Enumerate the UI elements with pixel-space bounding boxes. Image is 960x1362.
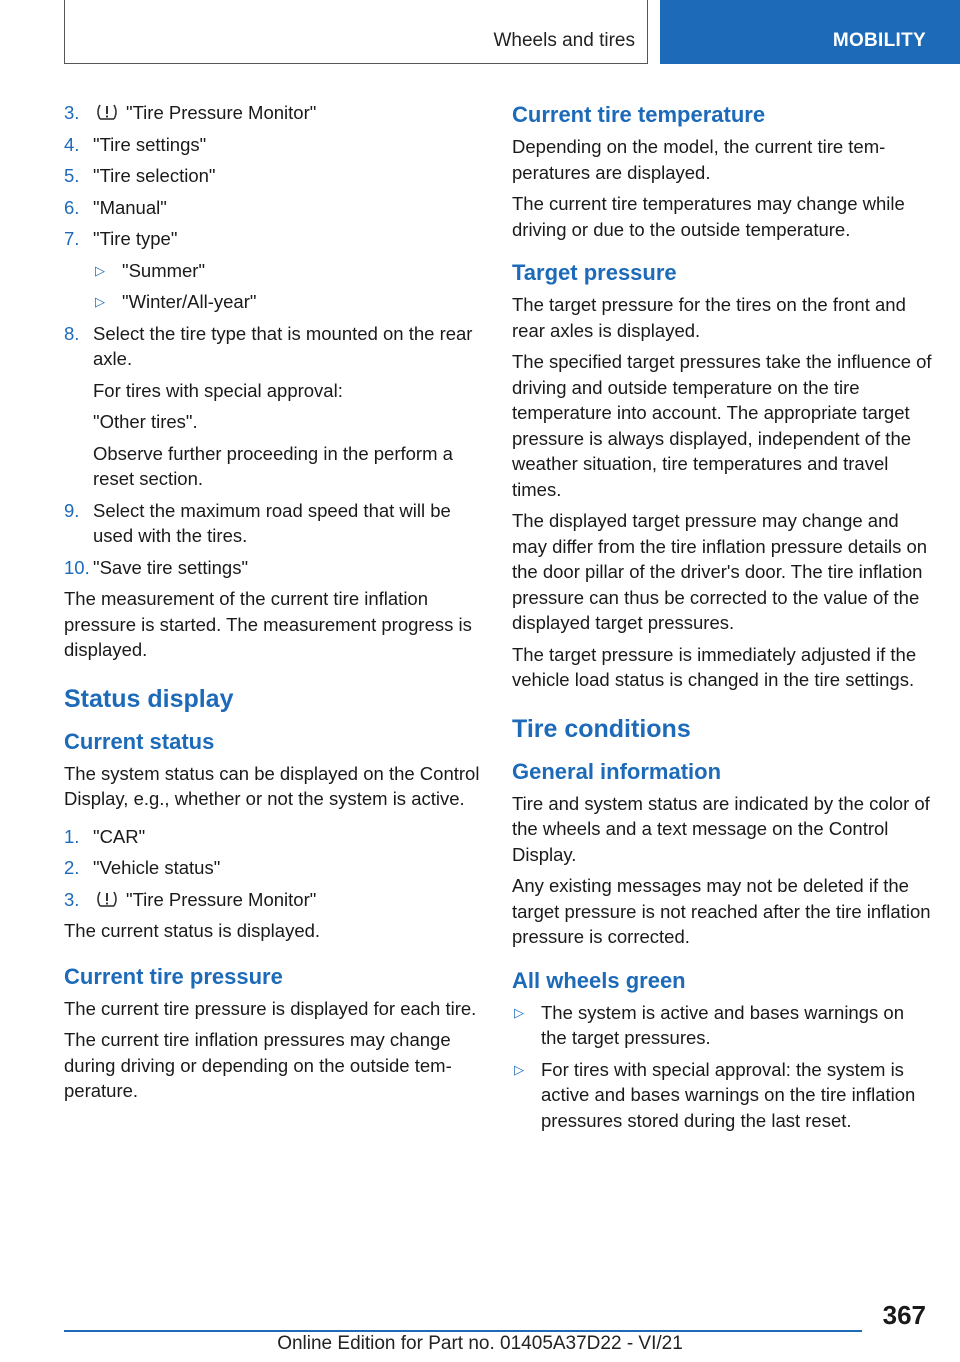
list-item — [512, 1000, 932, 1051]
list-item — [64, 887, 482, 913]
list-item — [93, 289, 482, 315]
step-number: 3. — [64, 888, 80, 910]
list-item — [64, 321, 482, 492]
list-item — [64, 163, 482, 189]
target-pressure-paragraph-4: The target pressure is immediately adjusted if the vehicle load status is changed in the tire settings. — [512, 643, 917, 690]
right-column — [512, 100, 932, 1139]
target-pressure-paragraph-3: The displayed target pressure may change and may differ from the tire inflation pressure details on the door pillar of the driver's door. The tire inflation pressure can thus be corrected to the value of the displayed target pressures. — [512, 510, 928, 633]
option-text: "Winter/All-year" — [122, 291, 257, 312]
target-pressure-heading: Target pressure — [512, 260, 677, 285]
step-number: 3. — [64, 102, 80, 123]
step-text: "Save tire settings" — [93, 556, 249, 578]
list-item — [64, 132, 482, 158]
measurement-paragraph: The measurement of the current tire inflation pressure is started. The measurement progress is displayed. — [64, 588, 472, 660]
step-number: 4. — [64, 133, 80, 155]
step-text: "Vehicle status" — [93, 857, 221, 878]
status-steps-list — [64, 824, 482, 913]
list-item — [64, 195, 482, 221]
current-pressure-heading: Current tire pressure — [64, 963, 283, 989]
bullet-text: The system is active and bases warnings on the target pressures. — [541, 1001, 904, 1048]
footer-divider — [64, 1330, 862, 1332]
list-item — [93, 258, 482, 284]
tire-pressure-warning-icon — [96, 102, 118, 120]
step-note: "Other tires". — [93, 411, 198, 432]
list-item — [64, 855, 482, 881]
step-number: 10. — [64, 556, 90, 578]
step-text: "Manual" — [93, 196, 167, 218]
step-number: 7. — [64, 228, 80, 249]
bullet-triangle-icon: ▷ — [95, 294, 105, 309]
list-item — [512, 1057, 932, 1134]
tire-temperature-paragraph-2: The current tire temperatures may change while driving or due to the outside temperature. — [512, 193, 905, 240]
step-number: 2. — [64, 857, 80, 878]
step-text: Select the tire type that is mounted on the rear axle. — [93, 322, 473, 369]
settings-steps-list — [64, 100, 482, 580]
page-number: 367 — [882, 1300, 926, 1330]
status-result-paragraph: The current status is displayed. — [64, 920, 321, 941]
all-wheels-green-heading: All wheels green — [512, 967, 686, 993]
step-text: Select the maximum road speed that will be used with the tires. — [93, 499, 451, 546]
step-number: 9. — [64, 499, 80, 521]
list-item — [64, 498, 482, 549]
header-section-box — [64, 0, 648, 64]
step-text: "Tire settings" — [93, 133, 207, 155]
step-number: 6. — [64, 196, 80, 218]
header-chapter-tab — [660, 0, 960, 64]
step-note: Observe further proceeding in the perform a reset section. — [93, 442, 453, 489]
bullet-triangle-icon: ▷ — [514, 1061, 524, 1077]
step-text: "Tire Pressure Monitor" — [126, 102, 317, 123]
step-number: 1. — [64, 825, 80, 847]
general-information-heading: General information — [512, 758, 722, 784]
current-pressure-paragraph-2: The current tire inflation pressures may change during driving or depending on the outside temperature. — [64, 1029, 452, 1101]
step-text: "Tire Pressure Monitor" — [126, 888, 317, 910]
status-display-heading: Status display — [64, 684, 234, 713]
tire-temperature-paragraph-1: Depending on the model, the current tire temperatures are displayed. — [512, 136, 886, 183]
bullet-triangle-icon: ▷ — [95, 262, 105, 278]
header-chapter-label: MOBILITY — [832, 30, 926, 51]
all-wheels-green-list — [512, 1000, 932, 1134]
bullet-text: For tires with special approval: the system is active and bases warnings on the tire inflation pressures stored during the last reset. — [541, 1058, 916, 1131]
target-pressure-paragraph-2: The specified target pressures take the influence of driving and outside temperature on the tire temperature into account. The appropriate target pressure is always displayed, independent of the weather situation, tire temperatures and travel times. — [512, 351, 932, 500]
general-information-paragraph-2: Any existing messages may not be deleted if the target pressure is not reached after the tire inflation pressure is corrected. — [512, 875, 931, 947]
step-number: 5. — [64, 165, 80, 186]
list-item — [64, 100, 482, 126]
target-pressure-paragraph-1: The target pressure for the tires on the front and rear axles is displayed. — [512, 294, 906, 341]
step-number: 8. — [64, 322, 80, 344]
list-item — [64, 555, 482, 581]
option-text: "Summer" — [122, 259, 206, 281]
tire-temperature-heading: Current tire temperature — [512, 102, 766, 127]
step-text: "Tire type" — [93, 228, 178, 249]
footer-edition: Online Edition for Part no. 01405A37D22 - VI/21 — [277, 1333, 683, 1354]
list-item — [64, 226, 482, 315]
list-item — [64, 824, 482, 850]
current-status-heading: Current status — [64, 728, 215, 754]
bullet-triangle-icon: ▷ — [514, 1004, 524, 1020]
step-text: "CAR" — [93, 825, 146, 847]
tire-type-options — [93, 258, 482, 315]
header-section-title: Wheels and tires — [493, 30, 635, 51]
current-pressure-paragraph-1: The current tire pressure is displayed for each tire. — [64, 997, 477, 1019]
general-information-paragraph-1: Tire and system status are indicated by the color of the wheels and a text message on the Control Display. — [512, 792, 930, 865]
tire-pressure-warning-icon — [96, 889, 118, 907]
tire-conditions-heading: Tire conditions — [512, 714, 691, 743]
left-column — [64, 100, 482, 1110]
current-status-paragraph: The system status can be displayed on the Control Display, e.g., whether or not the system is active. — [64, 762, 480, 809]
step-note: For tires with special approval: — [93, 379, 343, 401]
step-text: "Tire selection" — [93, 165, 216, 186]
